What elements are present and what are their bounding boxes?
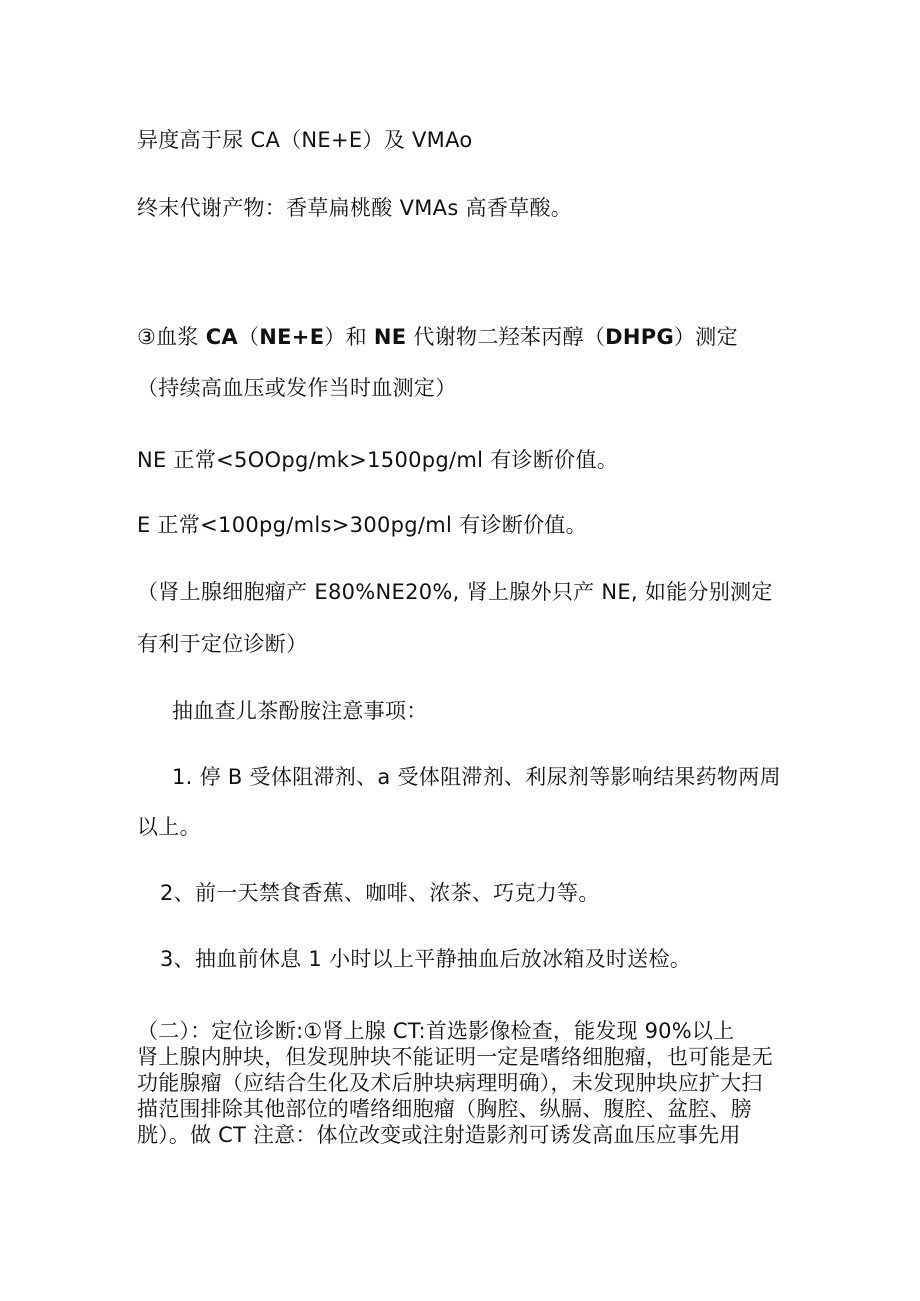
- text-line-7: （肾上腺细胞瘤产 E80%NE20%, 肾上腺外只产 NE, 如能分别测定: [137, 580, 773, 604]
- text-seg: ）和: [324, 325, 374, 349]
- text-line-9: 抽血查儿茶酚胺注意事项：: [172, 699, 428, 723]
- text-line-11: 以上。: [137, 815, 201, 839]
- paragraph-line: 功能腺瘤（应结合生化及术后肿块病理明确），未发现肿块应扩大扫: [137, 1071, 763, 1095]
- text-line-3: [137, 323, 738, 351]
- text-line-4: （持续高血压或发作当时血测定）: [137, 376, 457, 400]
- location-diagnosis-paragraph: [137, 1018, 787, 1148]
- text-line-6: E 正常<100pg∕mls>300pg∕ml 有诊断价值。: [137, 513, 587, 537]
- text-seg: （: [237, 325, 260, 349]
- text-line-13: 3、抽血前休息 1 小时以上平静抽血后放冰箱及时送检。: [160, 947, 692, 971]
- text-seg: ）测定: [673, 325, 738, 349]
- text-line-10: 1. 停 B 受体阻滞剂、a 受体阻滞剂、利尿剂等影响结果药物两周: [172, 765, 781, 789]
- text-seg: ③血浆: [137, 325, 206, 349]
- text-seg-bold: DHPG: [605, 325, 674, 349]
- text-seg-bold: NE: [373, 325, 407, 349]
- text-line-5: NE 正常<5OOpg∕mk>1500pg∕ml 有诊断价值。: [137, 448, 619, 472]
- paragraph-line: 描范围排除其他部位的嗜络细胞瘤（胸腔、纵膈、腹腔、盆腔、膀: [137, 1097, 752, 1121]
- paragraph-line: （二）：定位诊断:①肾上腺 CT:首选影像检查，能发现 90%以上: [137, 1019, 735, 1043]
- text-seg-bold: CA: [205, 325, 238, 349]
- text-line-8: 有利于定位诊断）: [137, 632, 308, 656]
- paragraph-line: 肾上腺内肿块，但发现肿块不能证明一定是嗜络细胞瘤，也可能是无: [137, 1045, 773, 1069]
- text-line-2: 终末代谢产物：香草扁桃酸 VMAs 高香草酸。: [137, 196, 573, 220]
- paragraph-line: 胱）。做 CT 注意：体位改变或注射造影剂可诱发高血压应事先用: [137, 1123, 741, 1147]
- text-line-12: 2、前一天禁食香蕉、咖啡、浓茶、巧克力等。: [160, 881, 600, 905]
- text-seg: 代谢物二羟苯丙醇（: [406, 325, 606, 349]
- text-seg-bold: NE+E: [259, 325, 325, 349]
- text-line-1: 异度高于尿 CA（NE+E）及 VMAo: [137, 128, 473, 152]
